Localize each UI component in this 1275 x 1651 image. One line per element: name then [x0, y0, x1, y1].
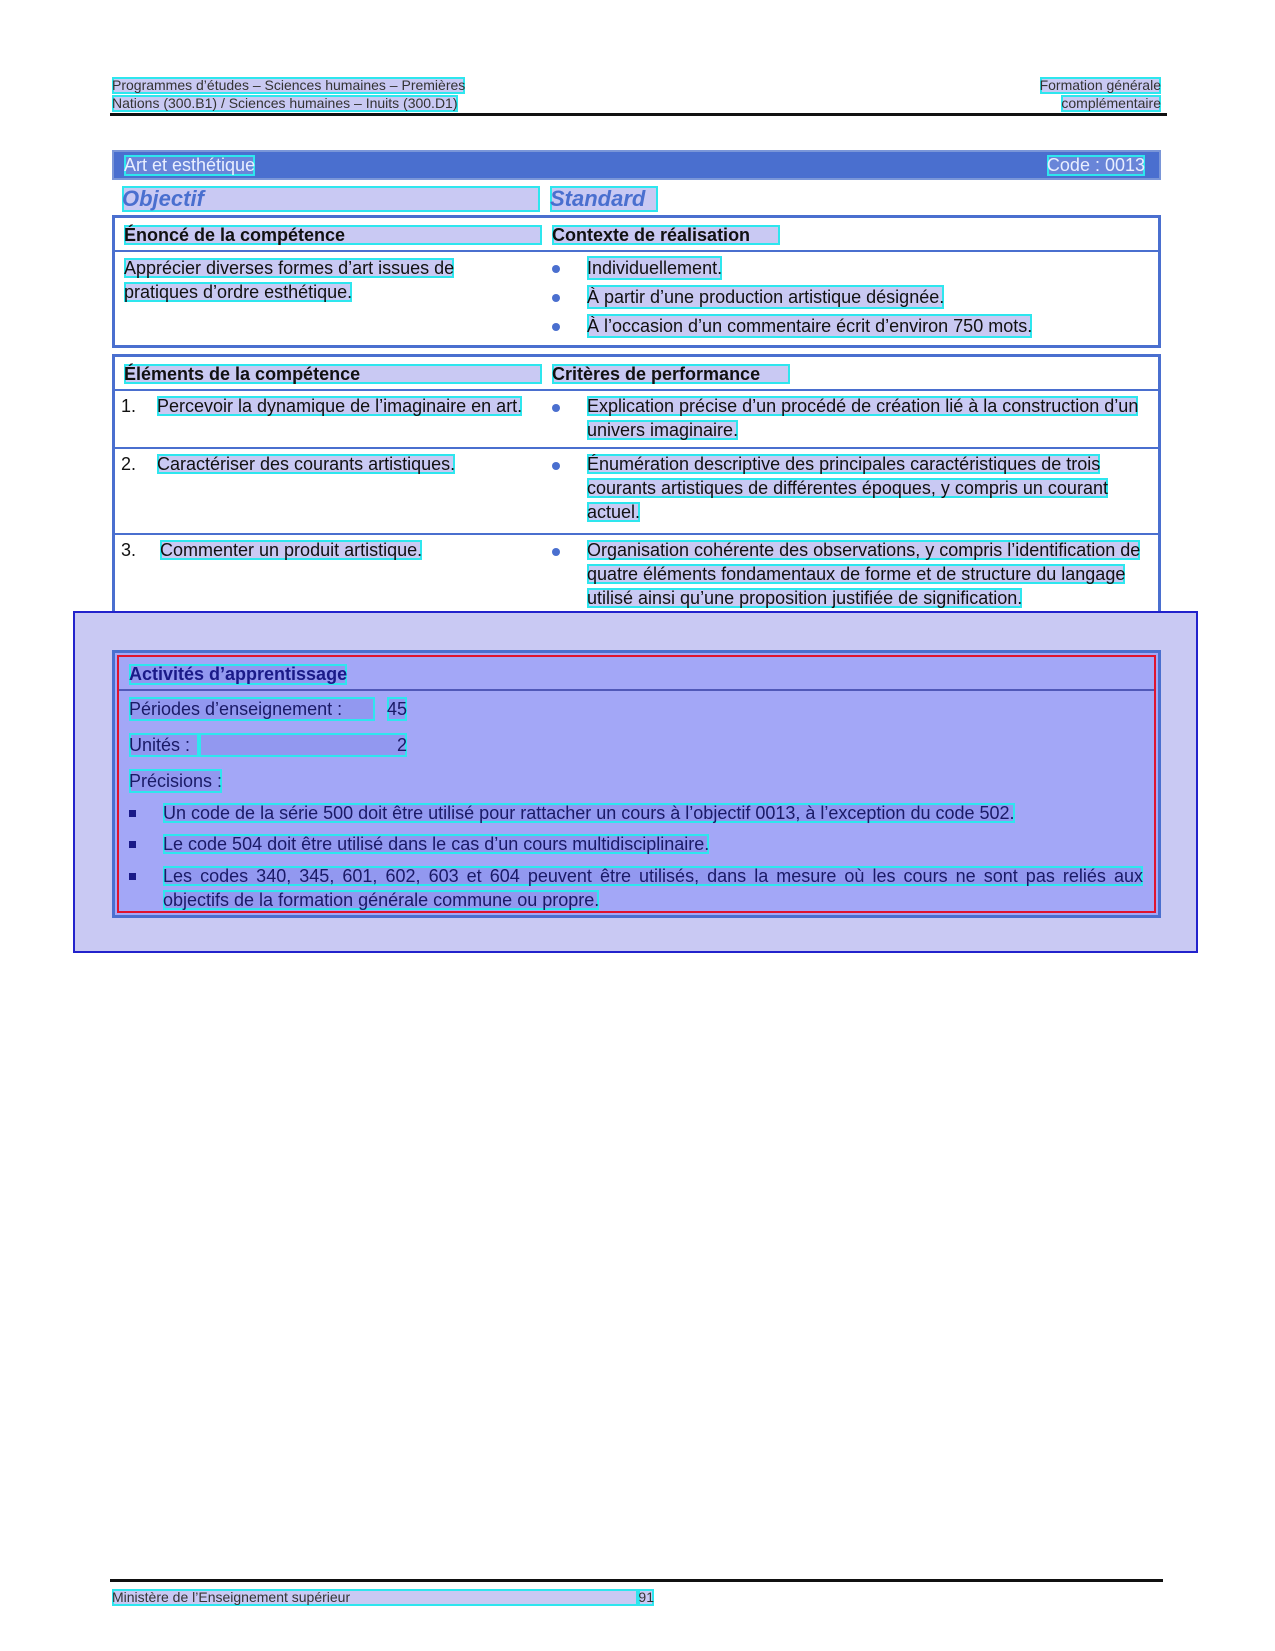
critere-text — [587, 452, 1142, 524]
bullet-icon — [129, 873, 136, 880]
bullet-icon — [129, 841, 136, 848]
contexte-header: Contexte de réalisation — [552, 225, 780, 245]
critere-text-span: Énumération descriptive des principales caractéristiques de trois courants artistiques de différentes époques, y compris un courant actuel. — [587, 454, 1108, 522]
context-item: Individuellement. — [587, 258, 723, 278]
criteres-header: Critères de performance — [552, 364, 790, 384]
critere-text-span: Organisation cohérente des observations, y compris l’identification de quatre éléments fondamentaux de forme et de structure du langage utilisé ainsi qu’une proposition justifiée de signification. — [587, 540, 1141, 608]
footer-divider — [110, 1579, 1163, 1582]
header-program-title: Programmes d’études – Sciences humaines – Premières — [112, 77, 466, 93]
unites-value: 2 — [199, 733, 407, 757]
element-text — [157, 452, 547, 476]
header-formation: Formation générale — [1039, 77, 1161, 93]
course-title-bar — [112, 150, 1161, 180]
unites-label: Unités : — [129, 733, 199, 757]
critere-text — [587, 394, 1142, 442]
page-header-line-1 — [112, 77, 1161, 94]
element-text — [160, 538, 550, 562]
page-footer — [112, 1589, 654, 1606]
element-text — [157, 394, 547, 418]
header-divider — [110, 113, 1167, 116]
elements-header — [115, 357, 1158, 391]
precision-text: Le code 504 doit être utilisé dans le cas d’un cours multidisciplinaire. — [163, 834, 710, 854]
bullet-icon — [552, 323, 560, 331]
bullet-icon — [552, 294, 560, 302]
element-text-span: Percevoir la dynamique de l’imaginaire en art. — [157, 396, 523, 416]
page-header-line-2 — [112, 95, 1161, 112]
elements-header-left: Éléments de la compétence — [124, 364, 542, 384]
periodes-value: 45 — [387, 699, 408, 719]
element-number: 2. — [121, 454, 137, 474]
bullet-icon — [129, 810, 136, 817]
context-item: À l’occasion d’un commentaire écrit d’environ 750 mots. — [587, 316, 1033, 336]
bullet-icon — [552, 548, 560, 556]
header-program-codes: Nations (300.B1) / Sciences humaines – Inuits (300.D1) — [112, 95, 458, 111]
course-title: Art et esthétique — [124, 154, 256, 175]
competence-header — [115, 218, 1158, 252]
page-number: 91 — [638, 1589, 654, 1605]
unites-row — [129, 733, 407, 757]
precisions-label: Précisions : — [129, 771, 223, 791]
precision-item — [163, 864, 1143, 912]
element-text-span: Caractériser des courants artistiques. — [157, 454, 456, 474]
element-number: 1. — [121, 396, 137, 416]
bullet-icon — [552, 462, 560, 470]
bullet-icon — [552, 265, 560, 273]
precision-text: Les codes 340, 345, 601, 602, 603 et 604 peuvent être utilisés, dans la mesure où les cours ne sont pas reliés aux objectifs de la formation générale commune ou propre. — [163, 866, 1143, 910]
element-text-span: Commenter un produit artistique. — [160, 540, 423, 560]
critere-text-span: Explication précise d’un procédé de création lié à la construction d’un univers imaginaire. — [587, 396, 1139, 440]
precision-text: Un code de la série 500 doit être utilisé pour rattacher un cours à l’objectif 0013, à l’exception du code 502. — [163, 803, 1015, 823]
periodes-label: Périodes d’enseignement : — [129, 697, 375, 721]
activites-title: Activités d’apprentissage — [129, 664, 348, 684]
standard-label: Standard — [550, 186, 658, 212]
elements-table — [112, 354, 1161, 642]
periodes-row — [129, 697, 407, 721]
course-code: Code : 0013 — [1046, 154, 1145, 175]
header-complementaire: complémentaire — [1061, 95, 1161, 111]
context-item: À partir d’une production artistique désignée. — [587, 287, 945, 307]
bullet-icon — [552, 404, 560, 412]
activites-selection[interactable] — [117, 655, 1156, 913]
row-divider — [115, 533, 1158, 535]
activites-box — [112, 650, 1161, 918]
competence-statement-text: Apprécier diverses formes d’art issues de pratiques d’ordre esthétique. — [124, 258, 455, 302]
element-number: 3. — [121, 540, 137, 560]
footer-ministry: Ministère de l’Enseignement supérieur — [112, 1589, 638, 1606]
precision-item — [163, 801, 1143, 825]
competence-statement — [124, 256, 524, 304]
critere-text — [587, 538, 1147, 610]
precision-item — [163, 832, 1143, 856]
activites-divider — [119, 689, 1154, 691]
row-divider — [115, 447, 1158, 449]
competence-table — [112, 215, 1161, 348]
enonce-header: Énoncé de la compétence — [124, 225, 542, 245]
objectif-label: Objectif — [122, 186, 540, 212]
